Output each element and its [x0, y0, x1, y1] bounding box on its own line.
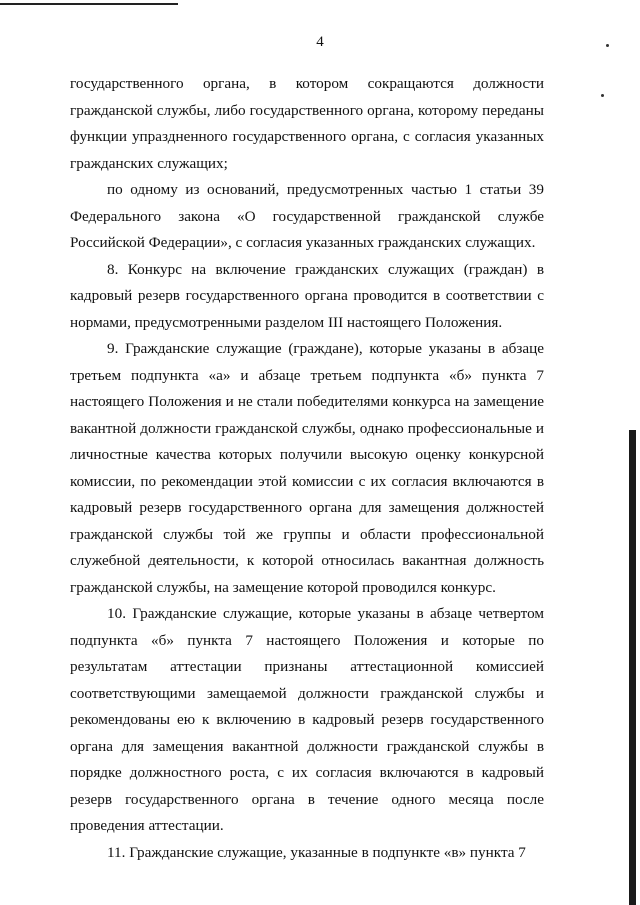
paragraph-item-8: 8. Конкурс на включение гражданских служащих (граждан) в кадровый резерв государственного органа проводится в соответствии с нормами, предусмотренными разделом III настоящего Положения. [70, 260, 544, 331]
paragraph-item-11: 11. Гражданские служащие, указанные в подпункте «в» пункта 7 [107, 843, 526, 861]
paragraph-item-10: 10. Гражданские служащие, которые указаны в абзаце четвертом подпункта «б» пункта 7 настоящего Положения и которые по результатам аттестации признаны аттестационной комиссией соответствующими замещаемой должности гражданской службы и рекомендованы ею к включению в кадровый резерв государственного органа для замещения вакантной должности гражданской службы в порядке должностного роста, с их согласия включаются в кадровый резерв государственного органа в течение одного месяца после проведения аттестации. [70, 605, 544, 834]
scan-artifact-speck [601, 94, 604, 97]
document-body [70, 71, 544, 866]
paragraph-basis: по одному из оснований, предусмотренных частью 1 статьи 39 Федерального закона «О государственной гражданской службе Российской Федерации», с согласия указанных гражданских служащих. [70, 181, 544, 251]
page-number: 4 [316, 34, 324, 50]
paragraph-continuation: государственного органа, в котором сокращаются должности гражданской службы, либо государственного органа, которому переданы функции упраздненного государственного органа, с согласия указанных гражданских служащих; [70, 75, 544, 172]
paragraph-item-9: 9. Гражданские служащие (граждане), которые указаны в абзаце третьем подпункта «а» и абзаце третьем подпункта «б» пункта 7 настоящего Положения и не стали победителями конкурса на замещение вакантной должности гражданской службы, однако профессиональные и личностные качества которых получили высокую оценку конкурсной комиссии, по рекомендации этой комиссии с их согласия включаются в кадровый резерв государственного органа для замещения должностей гражданской службы той же группы и области профессиональной служебной деятельности, к которой относилась вакантная должность гражданской службы, на замещение которой проводился конкурс. [70, 340, 544, 596]
scan-artifact-edge [629, 430, 636, 905]
scan-artifact-line [0, 3, 178, 5]
